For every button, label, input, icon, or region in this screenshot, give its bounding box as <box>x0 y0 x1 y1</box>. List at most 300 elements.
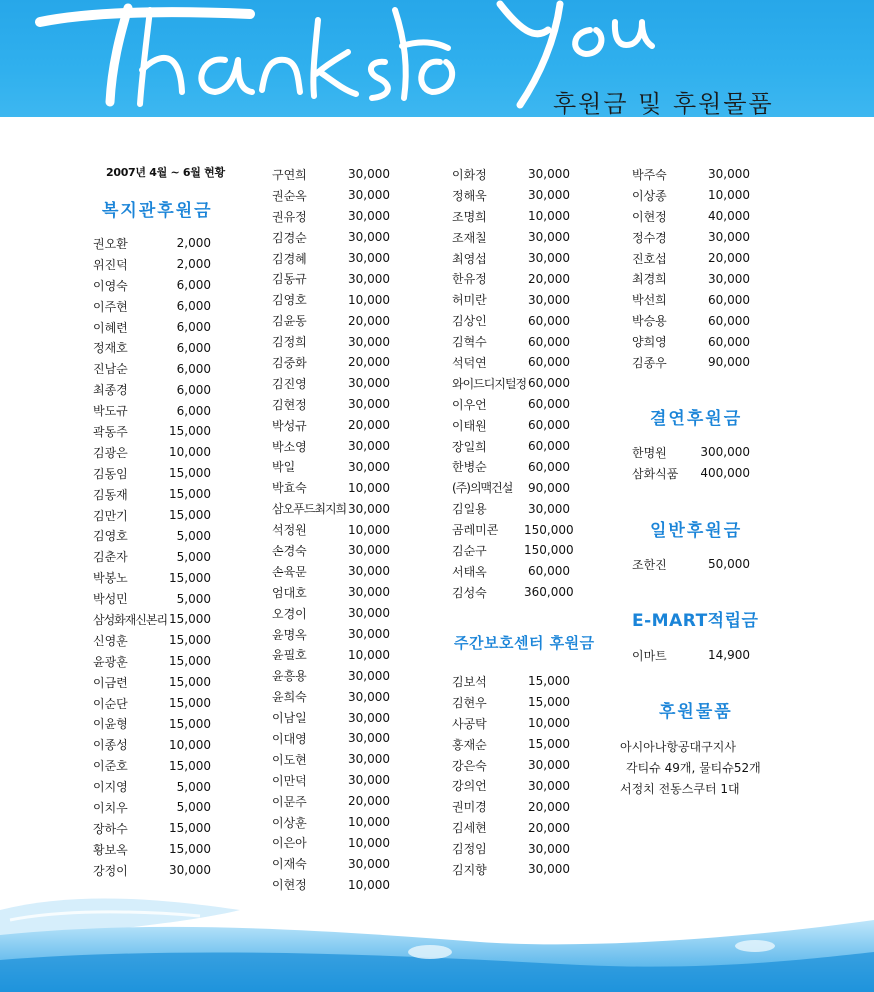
donation-amount: 10,000 <box>169 737 211 752</box>
donor-row <box>632 206 750 227</box>
donor-row <box>93 567 211 588</box>
donor-name: 이화정 <box>452 167 487 182</box>
donation-amount: 30,000 <box>348 167 390 182</box>
donor-row <box>632 268 750 289</box>
donor-row <box>272 728 390 749</box>
donation-amount: 10,000 <box>348 480 390 495</box>
donor-row <box>93 525 211 546</box>
donor-row <box>452 859 570 880</box>
donor-name: 장하수 <box>93 821 128 836</box>
donation-amount: 5,000 <box>176 779 211 794</box>
donation-amount: 300,000 <box>700 445 750 460</box>
donor-row <box>93 275 211 296</box>
donor-row <box>452 289 570 310</box>
donor-row <box>452 415 570 436</box>
donor-name: 진호섭 <box>632 251 667 266</box>
donation-amount: 15,000 <box>528 695 570 710</box>
donation-amount: 10,000 <box>348 647 390 662</box>
donation-amount: 15,000 <box>169 675 211 690</box>
donor-name: 김현정 <box>272 397 307 412</box>
donor-row <box>452 498 570 519</box>
donor-row <box>272 582 390 603</box>
donation-amount: 20,000 <box>708 251 750 265</box>
donor-name: 석덕연 <box>452 355 487 370</box>
donor-row <box>452 331 570 352</box>
donation-amount: 6,000 <box>176 403 211 418</box>
donor-name: 이우언 <box>452 397 487 412</box>
donation-amount: 6,000 <box>176 278 211 293</box>
donor-name: 곽동주 <box>93 424 128 439</box>
donor-name: 윤광훈 <box>93 654 128 669</box>
donor-name: 정재호 <box>93 341 128 356</box>
donor-name: 홍재순 <box>452 737 487 752</box>
donation-amount: 15,000 <box>169 821 211 836</box>
donor-row <box>93 713 211 734</box>
donor-row <box>632 310 750 331</box>
donor-row <box>452 775 570 796</box>
donor-row <box>93 588 211 609</box>
donor-row <box>272 227 390 248</box>
donor-row <box>93 358 211 379</box>
donor-row <box>93 839 211 860</box>
donation-amount: 15,000 <box>528 737 570 752</box>
donor-name: 김정희 <box>272 335 307 350</box>
donation-amount: 6,000 <box>176 340 211 355</box>
donor-row <box>272 352 390 373</box>
donation-amount: 90,000 <box>528 480 570 495</box>
donor-row <box>632 554 750 575</box>
daycare-section-title: 주간보호센터 후원금 <box>454 634 595 652</box>
donation-amount: 60,000 <box>528 397 570 412</box>
donor-name: 신영훈 <box>93 633 128 648</box>
donation-amount: 30,000 <box>348 668 390 683</box>
donor-row <box>272 373 390 394</box>
donor-name: 박승용 <box>632 314 667 329</box>
donation-amount: 20,000 <box>528 271 570 286</box>
donor-row <box>272 770 390 791</box>
donation-amount: 50,000 <box>708 557 750 572</box>
welfare-donor-list-3 <box>452 164 574 603</box>
donor-name: 최종경 <box>93 383 128 398</box>
donation-amount: 10,000 <box>348 877 390 892</box>
donation-amount: 6,000 <box>176 299 211 314</box>
donor-name: 박일 <box>272 460 296 475</box>
donor-row <box>272 289 390 310</box>
donor-name: 조한진 <box>632 557 667 572</box>
donation-amount: 60,000 <box>708 313 750 328</box>
donation-amount: 60,000 <box>708 334 750 349</box>
donor-row <box>272 749 390 770</box>
donation-amount: 30,000 <box>348 856 390 871</box>
donor-name: 이지영 <box>93 780 128 795</box>
donation-amount: 60,000 <box>708 292 750 307</box>
donor-name: 김보석 <box>452 674 487 689</box>
donor-name: 이만덕 <box>272 773 307 788</box>
general-donor-list <box>632 554 750 575</box>
donation-amount: 30,000 <box>348 397 390 412</box>
donor-row <box>632 645 750 666</box>
donor-row <box>93 651 211 672</box>
donor-row <box>93 463 211 484</box>
donor-name: 이윤형 <box>93 717 128 732</box>
donation-amount: 60,000 <box>528 564 570 579</box>
donation-amount: 40,000 <box>708 209 750 224</box>
donor-row <box>452 310 570 331</box>
donation-amount: 30,000 <box>348 543 390 558</box>
banner-title: 후원금 및 후원물품 <box>553 90 774 117</box>
donor-row <box>272 665 390 686</box>
donor-name: 김춘자 <box>93 550 128 565</box>
donor-row <box>452 713 570 734</box>
donor-name: 이종성 <box>93 738 128 753</box>
donor-row <box>272 603 390 624</box>
donor-row <box>452 519 574 540</box>
donation-amount: 10,000 <box>348 835 390 850</box>
donation-amount: 15,000 <box>169 716 211 731</box>
donor-row <box>93 421 211 442</box>
donation-amount: 5,000 <box>176 549 211 564</box>
donation-amount: 30,000 <box>348 606 390 621</box>
welfare-section-title: 복지관후원금 <box>102 201 213 221</box>
donor-row <box>93 442 211 463</box>
donor-name: 박도규 <box>93 404 128 419</box>
donation-amount: 60,000 <box>528 459 570 474</box>
donor-row <box>93 546 211 567</box>
donor-row <box>93 693 211 714</box>
donor-row <box>272 248 390 269</box>
donation-amount: 30,000 <box>708 167 750 182</box>
donor-name: 와이드디지털정 <box>452 376 527 391</box>
donor-row <box>632 289 750 310</box>
donation-amount: 6,000 <box>176 382 211 397</box>
donor-name: 강의언 <box>452 779 487 794</box>
donor-name: 이남일 <box>272 711 307 726</box>
donor-row <box>272 498 390 519</box>
donor-row <box>452 352 570 373</box>
donor-row <box>93 400 211 421</box>
donor-row <box>632 331 750 352</box>
donor-row <box>272 185 390 206</box>
donation-amount: 360,000 <box>524 585 574 600</box>
donor-row <box>272 477 390 498</box>
donation-amount: 15,000 <box>169 424 211 439</box>
donor-row <box>272 853 390 874</box>
donation-amount: 20,000 <box>348 313 390 328</box>
donor-row <box>452 164 570 185</box>
donor-row <box>452 796 570 817</box>
donor-row <box>93 818 211 839</box>
donor-row <box>93 734 211 755</box>
donor-name: 김경순 <box>272 230 307 245</box>
donation-amount: 10,000 <box>348 292 390 307</box>
donor-name: 엄대호 <box>272 585 307 600</box>
donation-amount: 30,000 <box>348 731 390 746</box>
donor-row <box>93 797 211 818</box>
donation-amount: 60,000 <box>528 355 570 370</box>
donation-amount: 15,000 <box>169 696 211 711</box>
donor-row <box>452 734 570 755</box>
donor-row <box>452 227 570 248</box>
donation-amount: 30,000 <box>348 627 390 642</box>
donation-amount: 30,000 <box>528 862 570 877</box>
donor-row <box>93 860 211 881</box>
donor-row <box>452 185 570 206</box>
donor-name: 권오환 <box>93 236 128 251</box>
donor-name: 강정이 <box>93 863 128 878</box>
donor-row <box>93 776 211 797</box>
donor-name: 강은숙 <box>452 758 487 773</box>
donation-amount: 30,000 <box>348 230 390 245</box>
donor-row <box>452 248 570 269</box>
donor-name: 오경이 <box>272 606 307 621</box>
donation-amount: 10,000 <box>528 209 570 224</box>
donor-name: 김현우 <box>452 695 487 710</box>
donor-name: 황보옥 <box>93 842 128 857</box>
donor-name: 이도현 <box>272 752 307 767</box>
donation-amount: 15,000 <box>528 674 570 689</box>
donor-name: 김만기 <box>93 508 128 523</box>
donor-name: 박선희 <box>632 293 667 308</box>
donation-amount: 15,000 <box>169 758 211 773</box>
donor-name: 김상인 <box>452 314 487 329</box>
donor-name: 권미경 <box>452 800 487 815</box>
donation-amount: 15,000 <box>169 633 211 648</box>
donor-name: 이현정 <box>632 209 667 224</box>
donor-name: 윤필호 <box>272 648 307 663</box>
donation-amount: 30,000 <box>528 841 570 856</box>
donation-amount: 30,000 <box>528 251 570 265</box>
donor-name: 김진영 <box>272 376 307 391</box>
donor-row <box>272 624 390 645</box>
donor-row <box>272 540 390 561</box>
goods-line-2: 각티슈 49개, 물티슈52개 <box>626 761 761 775</box>
donor-row <box>272 415 390 436</box>
donation-amount: 30,000 <box>348 752 390 767</box>
donor-name: 한명원 <box>632 445 667 460</box>
donation-amount: 60,000 <box>528 418 570 433</box>
donor-name: 이재숙 <box>272 857 307 872</box>
donor-name: 삼성화재신본리 <box>93 612 168 627</box>
donor-name: 정해욱 <box>452 188 487 203</box>
donor-name: 삼오푸드최지희 <box>272 502 347 517</box>
donor-row <box>452 692 570 713</box>
donor-row <box>632 164 750 185</box>
donation-amount: 14,900 <box>708 648 750 663</box>
header-banner <box>0 0 874 117</box>
donor-name: 이순단 <box>93 696 128 711</box>
donor-name: 양희영 <box>632 335 667 350</box>
donation-amount: 20,000 <box>528 799 570 814</box>
donor-name: 이상훈 <box>272 815 307 830</box>
donation-amount: 30,000 <box>528 501 570 516</box>
donation-amount: 30,000 <box>348 501 390 516</box>
donor-row <box>272 164 390 185</box>
donor-row <box>272 707 390 728</box>
donor-name: 한유정 <box>452 272 487 287</box>
donor-name: 한병순 <box>452 460 487 475</box>
donor-name: 김정임 <box>452 842 487 857</box>
donor-row <box>272 812 390 833</box>
donor-name: 손경숙 <box>272 543 307 558</box>
donor-row <box>93 672 211 693</box>
donation-amount: 30,000 <box>348 773 390 788</box>
donor-name: 김지향 <box>452 862 487 877</box>
donor-name: 김영호 <box>272 293 307 308</box>
donor-row <box>632 463 750 484</box>
donation-amount: 30,000 <box>348 459 390 474</box>
donor-name: 장일희 <box>452 439 487 454</box>
donor-row <box>632 185 750 206</box>
donor-name: 박봉노 <box>93 571 128 586</box>
donor-name: 이혜련 <box>93 320 128 335</box>
donation-amount: 6,000 <box>176 361 211 376</box>
donor-name: 조명희 <box>452 209 487 224</box>
donor-name: 김혁수 <box>452 335 487 350</box>
donor-row <box>93 505 211 526</box>
welfare-donor-list-1 <box>93 233 211 881</box>
donation-amount: 15,000 <box>169 570 211 585</box>
donation-amount: 30,000 <box>348 585 390 600</box>
donor-name: 손육문 <box>272 564 307 579</box>
donor-name: 이금련 <box>93 675 128 690</box>
donor-row <box>272 394 390 415</box>
daycare-donor-list <box>452 671 570 880</box>
donor-row <box>452 817 570 838</box>
donor-name: 이문주 <box>272 794 307 809</box>
donor-row <box>93 484 211 505</box>
donor-name: 이주현 <box>93 299 128 314</box>
donor-row <box>452 671 570 692</box>
donation-amount: 150,000 <box>524 543 574 558</box>
donation-amount: 15,000 <box>169 842 211 857</box>
donation-amount: 5,000 <box>176 591 211 606</box>
donor-row <box>93 630 211 651</box>
donation-amount: 30,000 <box>348 271 390 286</box>
marriage-section-title: 결연후원금 <box>650 409 743 429</box>
donation-amount: 30,000 <box>348 209 390 224</box>
donor-name: 윤희숙 <box>272 690 307 705</box>
donation-amount: 60,000 <box>528 334 570 349</box>
donation-amount: 30,000 <box>348 689 390 704</box>
donor-row <box>452 540 574 561</box>
donor-name: 이치우 <box>93 800 128 815</box>
donor-row <box>93 317 211 338</box>
donor-name: 곰레미콘 <box>452 523 499 538</box>
donor-row <box>452 561 570 582</box>
donor-name: 박성규 <box>272 418 307 433</box>
donor-name: 조재칠 <box>452 230 487 245</box>
donation-amount: 30,000 <box>348 188 390 203</box>
donor-name: 김동임 <box>93 466 128 481</box>
donor-row <box>272 268 390 289</box>
donation-amount: 5,000 <box>176 800 211 815</box>
donor-row <box>632 442 750 463</box>
donor-name: 박소영 <box>272 439 307 454</box>
welfare-donor-list-4 <box>632 164 750 373</box>
donor-row <box>632 227 750 248</box>
donor-name: 이상종 <box>632 188 667 203</box>
donor-row <box>272 331 390 352</box>
emart-section-title: E-MART적립금 <box>632 611 759 631</box>
donor-row <box>272 644 390 665</box>
donation-amount: 15,000 <box>169 654 211 669</box>
donor-name: 서태옥 <box>452 564 487 579</box>
donor-name: 이준호 <box>93 759 128 774</box>
donor-name: 김성숙 <box>452 585 487 600</box>
donation-amount: 15,000 <box>169 466 211 481</box>
donation-amount: 30,000 <box>528 758 570 772</box>
donor-row <box>452 755 570 776</box>
donor-name: 권순옥 <box>272 188 307 203</box>
welfare-donor-list-2 <box>272 164 390 895</box>
donor-name: 최영섭 <box>452 251 487 266</box>
donor-name: 최경희 <box>632 272 667 287</box>
donor-name: 이대영 <box>272 731 307 746</box>
donor-name: (주)의맥건설 <box>452 481 513 496</box>
donor-row <box>272 833 390 854</box>
donation-amount: 30,000 <box>348 334 390 349</box>
donation-amount: 20,000 <box>348 418 390 433</box>
donation-amount: 30,000 <box>348 710 390 725</box>
donor-name: 석정원 <box>272 523 307 538</box>
donor-row <box>452 373 570 394</box>
donor-name: 박효숙 <box>272 481 307 496</box>
marriage-donor-list <box>632 442 750 484</box>
donor-name: 김중화 <box>272 355 307 370</box>
goods-line-1: 아시아나항공대구지사 <box>620 740 736 754</box>
donor-row <box>93 296 211 317</box>
goods-line-3: 서정치 전동스쿠터 1대 <box>620 782 740 796</box>
donor-row <box>452 477 570 498</box>
donation-amount: 30,000 <box>348 564 390 579</box>
donor-name: 김일용 <box>452 502 487 517</box>
donation-amount: 15,000 <box>169 487 211 502</box>
donor-name: 이현정 <box>272 878 307 893</box>
donation-amount: 60,000 <box>528 376 570 391</box>
donor-row <box>452 206 570 227</box>
donation-amount: 30,000 <box>528 292 570 307</box>
donor-name: 이은아 <box>272 836 307 851</box>
donor-name: 이태원 <box>452 418 487 433</box>
donation-amount: 30,000 <box>528 230 570 245</box>
donation-amount: 15,000 <box>169 612 211 627</box>
donation-amount: 30,000 <box>348 439 390 454</box>
donation-amount: 20,000 <box>348 794 390 809</box>
donation-amount: 10,000 <box>528 716 570 731</box>
donor-row <box>272 519 390 540</box>
donor-name: 박주숙 <box>632 167 667 182</box>
donation-amount: 30,000 <box>708 271 750 286</box>
general-section-title: 일반후원금 <box>650 521 743 541</box>
donation-amount: 10,000 <box>348 815 390 830</box>
donation-amount: 30,000 <box>348 376 390 391</box>
donor-row <box>632 352 750 373</box>
donor-name: 김종우 <box>632 355 667 370</box>
donor-row <box>93 609 211 630</box>
donor-name: 김윤동 <box>272 314 307 329</box>
donation-amount: 20,000 <box>528 820 570 835</box>
donor-row <box>272 310 390 331</box>
donor-row <box>632 248 750 269</box>
donor-name: 사공탁 <box>452 716 487 731</box>
donation-amount: 6,000 <box>176 320 211 334</box>
donor-row <box>452 838 570 859</box>
emart-donor-list <box>632 645 750 666</box>
donation-amount: 30,000 <box>708 230 750 245</box>
donation-amount: 2,000 <box>176 236 211 251</box>
donor-name: 삼화식품 <box>632 466 679 481</box>
donor-name: 권유정 <box>272 209 307 224</box>
